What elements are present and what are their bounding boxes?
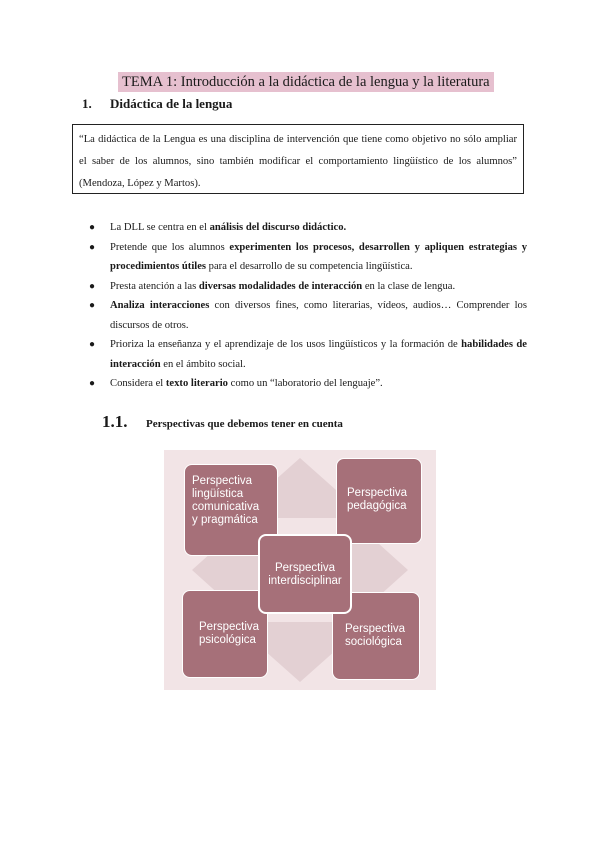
bullet-item bbox=[89, 277, 527, 297]
box-line: Perspectiva bbox=[199, 621, 260, 633]
subsection-heading bbox=[102, 412, 343, 432]
box-line: Perspectiva bbox=[274, 562, 336, 574]
quote-box bbox=[72, 124, 524, 194]
section-number: 1. bbox=[82, 96, 92, 111]
bullet-text: Pretende que los alumnos bbox=[110, 241, 230, 253]
box-line: Perspectiva bbox=[192, 475, 253, 487]
bullet-text: para el desarrollo de su competencia lingüística. bbox=[206, 261, 413, 272]
box-line: sociológica bbox=[345, 636, 402, 648]
bullet-text: Prioriza la enseñanza y el aprendizaje de los usos lingüísticos y la formación de bbox=[110, 339, 462, 350]
page-title: TEMA 1: Introducción a la didáctica de la lengua y la literatura bbox=[118, 72, 494, 92]
bullet-bold-text: texto literario bbox=[165, 378, 228, 389]
bullet-text: Presta atención a las bbox=[110, 280, 199, 292]
bullet-dot-icon: ● bbox=[89, 339, 96, 350]
box-line: y pragmática bbox=[192, 514, 258, 526]
perspectives-diagram bbox=[164, 450, 436, 690]
bullet-item bbox=[89, 374, 527, 394]
bullet-text: con diversos fines, como literarias, vídeos, audios… Comprender los discursos de otros. bbox=[110, 300, 527, 331]
box-line: interdisciplinar bbox=[268, 575, 342, 587]
box-pedagogical-perspective bbox=[336, 458, 422, 544]
bullet-bold-text: diversas modalidades de interacción bbox=[198, 280, 363, 292]
bullet-item bbox=[89, 218, 527, 238]
box-line: pedagógica bbox=[347, 500, 407, 512]
box-line: lingüística bbox=[192, 488, 244, 500]
bullet-text: La DLL se centra en el bbox=[110, 222, 210, 233]
bullet-text: en el ámbito social. bbox=[160, 358, 246, 370]
bullet-dot-icon: ● bbox=[89, 222, 96, 233]
bullet-item bbox=[89, 296, 527, 335]
section-heading bbox=[82, 96, 232, 112]
box-line: psicológica bbox=[199, 634, 256, 646]
box-line: comunicativa bbox=[192, 501, 260, 513]
box-line: Perspectiva bbox=[347, 487, 408, 499]
bullet-list bbox=[89, 218, 527, 394]
bullet-text: como un “laboratorio del lenguaje”. bbox=[227, 378, 383, 389]
bullet-bold-text: análisis del discurso didáctico. bbox=[209, 222, 347, 233]
bullet-bold-text: habilidades de interacción bbox=[110, 339, 527, 370]
bullet-dot-icon: ● bbox=[89, 280, 96, 292]
section-label: Didáctica de la lengua bbox=[110, 96, 233, 111]
bullet-item bbox=[89, 238, 527, 277]
bullet-item bbox=[89, 335, 527, 374]
quote-text: “La didáctica de la Lengua es una disciplina de intervención que tiene como objetivo no sólo ampliar el saber de los alumnos, sino también modificar el comportamiento lingüístico de los alumnos” (Mendoza, López y Martos). bbox=[79, 134, 517, 189]
bullet-text: Considera el bbox=[110, 378, 166, 389]
box-psychological-perspective bbox=[182, 590, 268, 678]
bullet-bold-text: Analiza interacciones bbox=[110, 300, 210, 311]
bullet-text: en la clase de lengua. bbox=[362, 280, 456, 292]
subsection-number: 1.1. bbox=[102, 412, 128, 431]
bullet-dot-icon: ● bbox=[89, 300, 96, 311]
box-interdisciplinary-perspective bbox=[258, 534, 352, 614]
bullet-dot-icon: ● bbox=[89, 378, 96, 389]
bullet-bold-text: experimenten los procesos, desarrollen y apliquen estrategias y procedimientos útiles bbox=[110, 241, 527, 272]
subsection-label: Perspectivas que debemos tener en cuenta bbox=[146, 418, 343, 430]
box-line: Perspectiva bbox=[345, 623, 406, 635]
bullet-dot-icon: ● bbox=[89, 241, 96, 253]
